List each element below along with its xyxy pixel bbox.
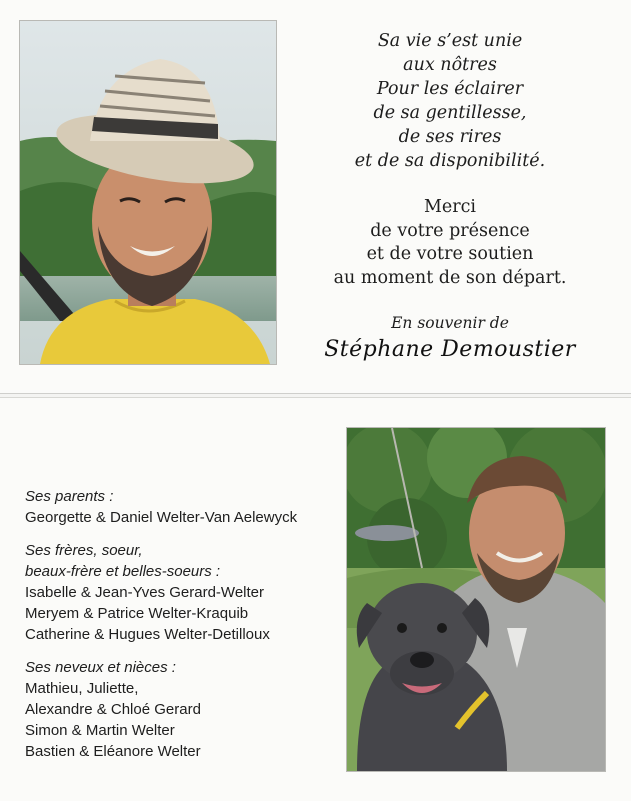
siblings-heading: beaux-frère et belles-soeurs :	[25, 563, 221, 580]
parents-group	[25, 486, 345, 528]
nephews-group	[25, 657, 345, 762]
poem-line: et de sa disponibilité.	[354, 151, 546, 171]
poem-verse	[300, 29, 600, 173]
portrait-photo-hat	[19, 20, 277, 365]
siblings-heading: Ses frères, soeur,	[25, 542, 143, 559]
family-line: Alexandre & Chloé Gerard	[25, 701, 201, 718]
card-top-panel	[0, 0, 631, 394]
in-memory-label: En souvenir de	[391, 314, 509, 332]
parents-heading: Ses parents :	[25, 488, 114, 505]
poem-line: de sa gentillesse,	[373, 103, 527, 123]
siblings-group	[25, 540, 345, 645]
poem-line: aux nôtres	[403, 55, 497, 75]
portrait-photo-dog	[346, 427, 606, 772]
deceased-name: Stéphane Demoustier	[324, 337, 576, 362]
thanks-line: au moment de son départ.	[333, 267, 567, 288]
poem-line: Pour les éclairer	[376, 79, 524, 99]
family-line: Georgette & Daniel Welter-Van Aelewyck	[25, 509, 298, 526]
family-line: Catherine & Hugues Welter-Detilloux	[25, 626, 270, 643]
thanks-message	[300, 196, 600, 290]
thanks-line: et de votre soutien	[366, 244, 534, 264]
family-line: Mathieu, Juliette,	[25, 680, 139, 697]
poem-line: Sa vie s’est unie	[377, 31, 523, 51]
family-list	[25, 486, 345, 774]
family-line: Simon & Martin Welter	[25, 722, 175, 739]
thanks-line: Merci	[423, 197, 477, 217]
family-line: Isabelle & Jean-Yves Gerard-Welter	[25, 584, 264, 601]
family-line: Meryem & Patrice Welter-Kraquib	[25, 605, 249, 622]
poem-line: de ses rires	[398, 127, 502, 147]
family-line: Bastien & Eléanore Welter	[25, 743, 201, 760]
nephews-heading: Ses neveux et nièces :	[25, 659, 176, 676]
thanks-line: de votre présence	[370, 220, 530, 241]
